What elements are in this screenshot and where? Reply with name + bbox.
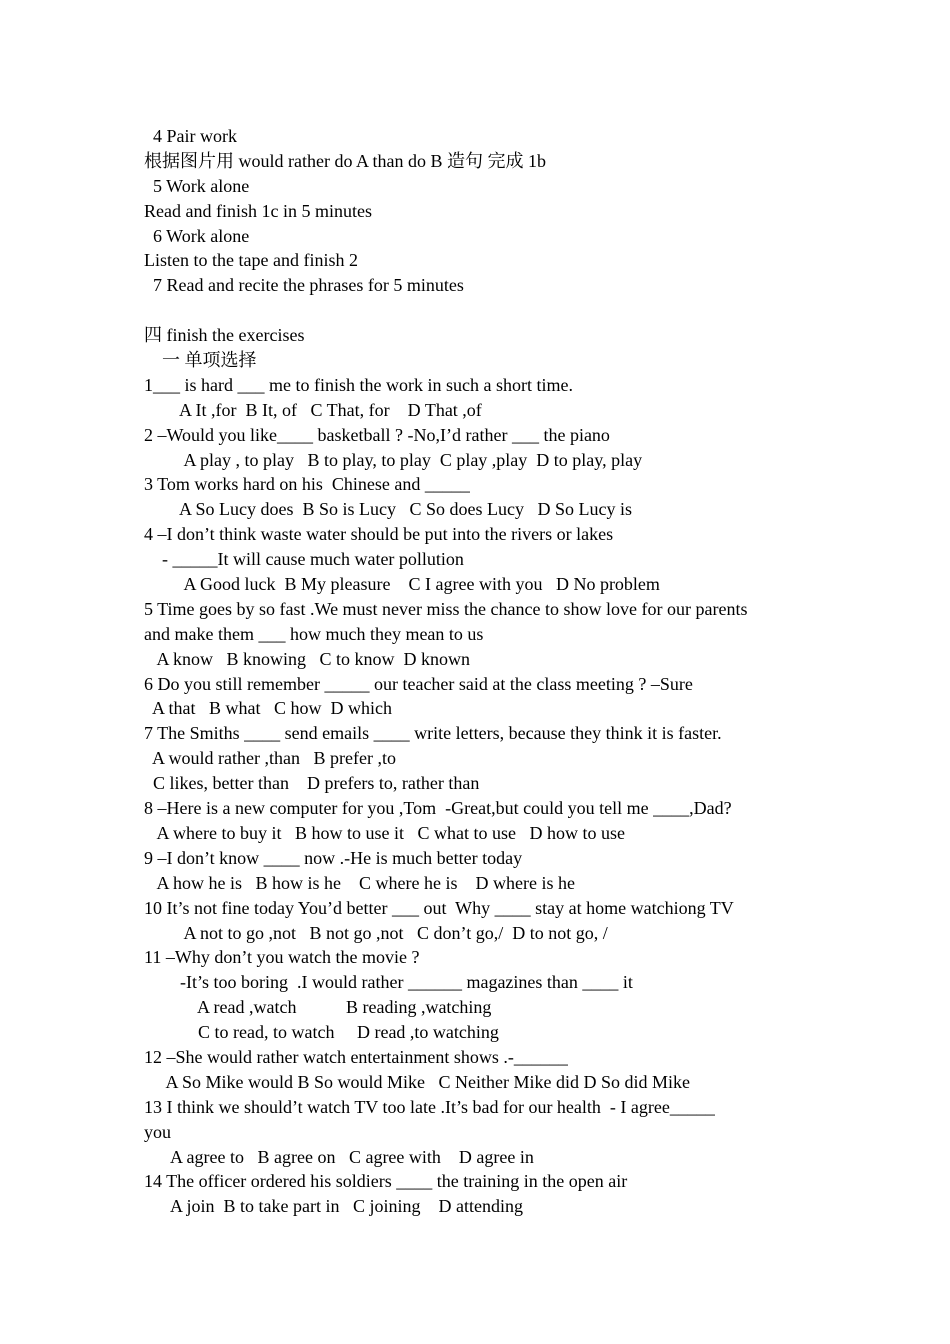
blank-line: [144, 298, 824, 323]
question-9: 9 –I don’t know ____ now .-He is much better today: [144, 847, 523, 868]
section-heading-pair-work: 4 Pair work: [144, 126, 237, 146]
question-8: 8 –Here is a new computer for you ,Tom -Great,but could you tell me ____,Dad?: [144, 798, 732, 819]
question-13-options: A agree to B agree on C agree with D agree in: [144, 1146, 534, 1167]
question-12-options: A So Mike would B So would Mike C Neither Mike did D So did Mike: [144, 1071, 691, 1092]
question-7-options-ab: A would rather ,than B prefer ,to: [144, 748, 396, 769]
question-12: 12 –She would rather watch entertainment shows .-______: [144, 1046, 568, 1067]
question-5-options: A know B knowing C to know D known: [144, 648, 471, 669]
section-heading-recite: 7 Read and recite the phrases for 5 minutes: [144, 275, 464, 296]
instruction-line: 根据图片用 would rather do A than do B 造句 完成 1b: [144, 150, 546, 171]
instruction-line: Read and finish 1c in 5 minutes: [144, 200, 372, 221]
exercise-section-heading: 四 finish the exercises: [144, 325, 305, 346]
question-3: 3 Tom works hard on his Chinese and _____: [144, 474, 470, 495]
question-10-options: A not to go ,not B not go ,not C don’t go,/ D to not go, /: [144, 922, 608, 943]
question-1-options: A It ,for B It, of C That, for D That ,of: [144, 399, 482, 420]
question-8-options: A where to buy it B how to use it C what to use D how to use: [144, 822, 625, 843]
question-4-continued: - _____It will cause much water pollution: [144, 549, 464, 570]
exercise-subheading: 一 单项选择: [144, 350, 257, 371]
question-10: 10 It’s not fine today You’d better ___ out Why ____ stay at home watchiong TV: [144, 897, 734, 918]
question-6-options: A that B what C how D which: [144, 698, 392, 719]
question-5: 5 Time goes by so fast .We must never miss the chance to show love for our parents: [144, 598, 748, 619]
section-heading-work-alone: 5 Work alone: [144, 175, 250, 196]
question-11-options-cd: C to read, to watch D read ,to watching: [144, 1022, 499, 1043]
question-6: 6 Do you still remember _____ our teacher said at the class meeting ? –Sure: [144, 673, 693, 694]
question-11-continued: -It’s too boring .I would rather ______ magazines than ____ it: [144, 972, 633, 993]
question-13: 13 I think we should’t watch TV too late .It’s bad for our health - I agree_____: [144, 1096, 715, 1117]
question-7: 7 The Smiths ____ send emails ____ write letters, because they think it is faster.: [144, 723, 722, 744]
question-3-options: A So Lucy does B So is Lucy C So does Lucy D So Lucy is: [144, 499, 633, 520]
question-2-options: A play , to play B to play, to play C play ,play D to play, play: [144, 449, 643, 470]
question-11-options-ab: A read ,watch B reading ,watching: [144, 997, 492, 1018]
question-7-options-cd: C likes, better than D prefers to, rather than: [144, 773, 480, 794]
question-5-continued: and make them ___ how much they mean to us: [144, 623, 484, 644]
document-body: [144, 124, 824, 1219]
instruction-line: Listen to the tape and finish 2: [144, 250, 358, 271]
question-13-continued: you: [144, 1121, 171, 1142]
question-14: 14 The officer ordered his soldiers ____ the training in the open air: [144, 1171, 628, 1192]
question-9-options: A how he is B how is he C where he is D where is he: [144, 872, 575, 893]
question-4: 4 –I don’t think waste water should be put into the rivers or lakes: [144, 524, 614, 545]
question-2: 2 –Would you like____ basketball ? -No,I’d rather ___ the piano: [144, 424, 610, 445]
question-4-options: A Good luck B My pleasure C I agree with you D No problem: [144, 574, 660, 595]
section-heading-work-alone: 6 Work alone: [144, 225, 250, 246]
question-1: 1___ is hard ___ me to finish the work in such a short time.: [144, 374, 573, 395]
question-14-options: A join B to take part in C joining D attending: [144, 1196, 523, 1217]
question-11: 11 –Why don’t you watch the movie ?: [144, 947, 420, 968]
